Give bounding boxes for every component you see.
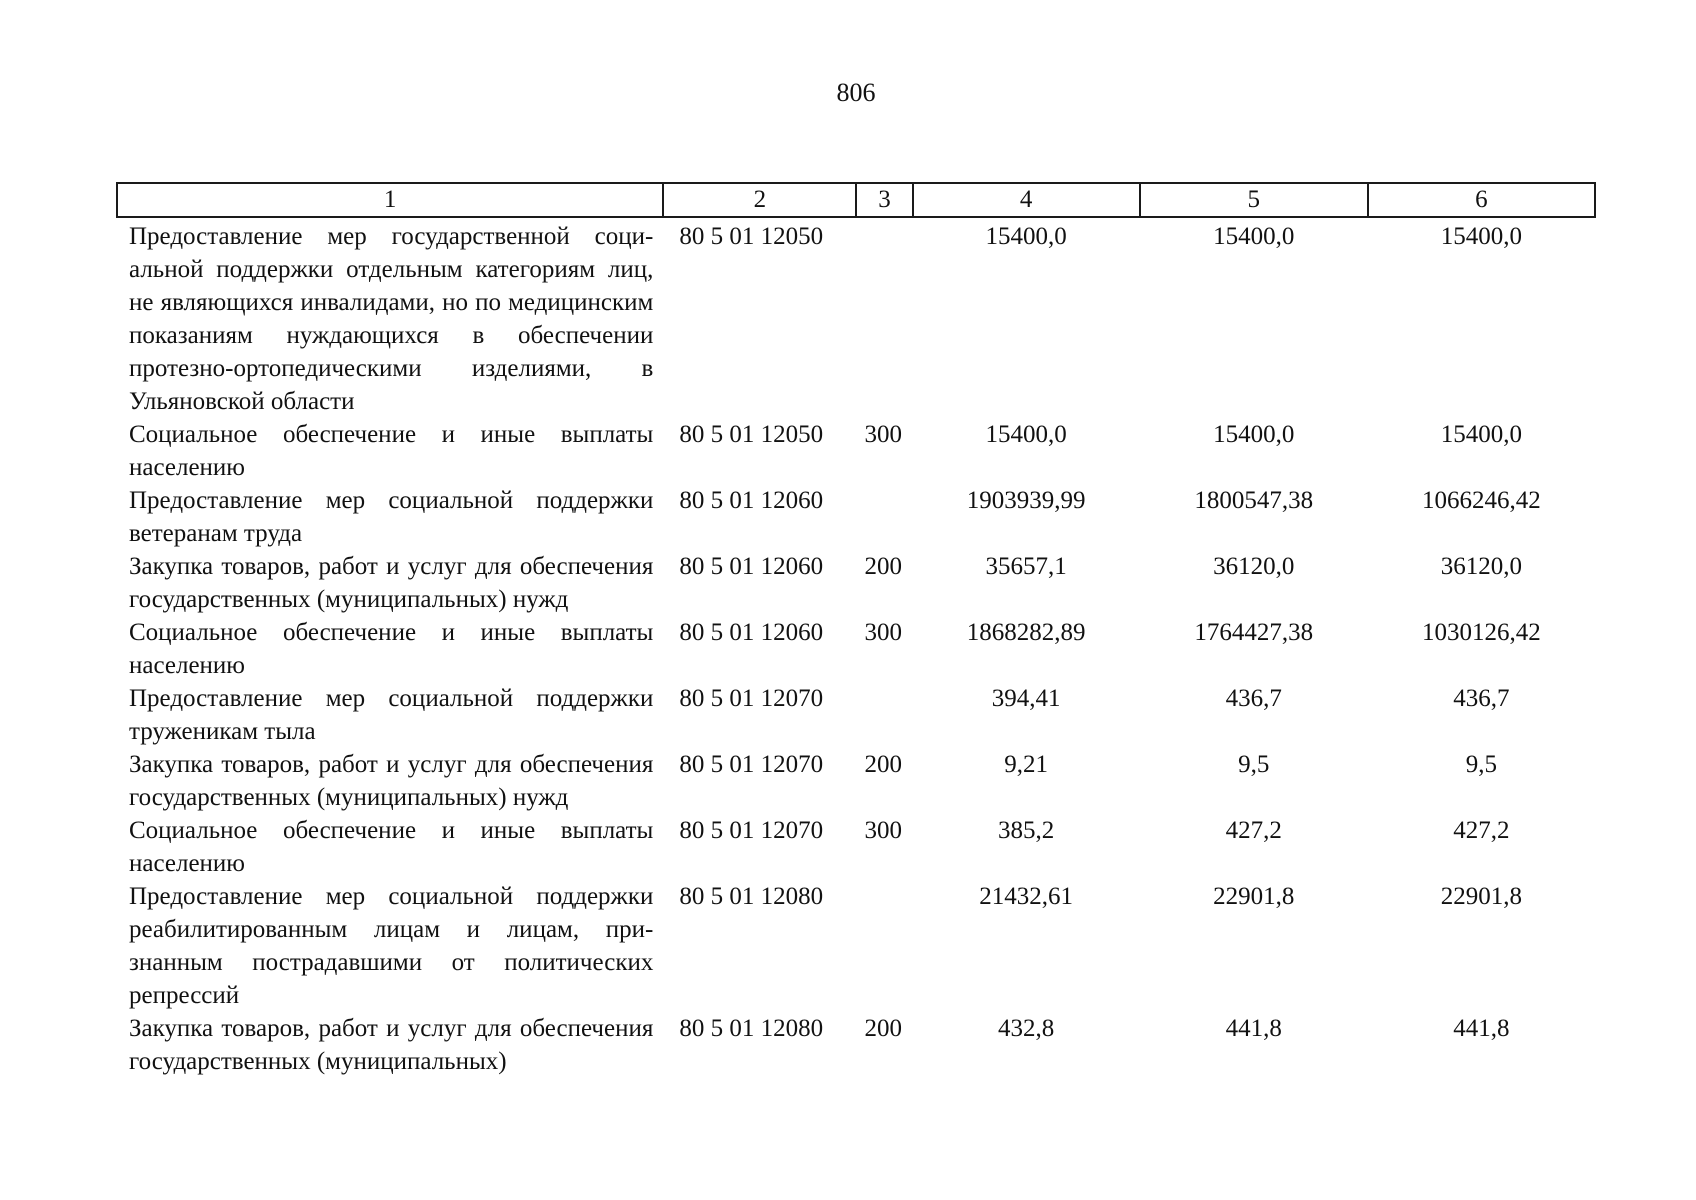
row-value-5: 36120,0 xyxy=(1213,553,1295,580)
row-value-4: 15400,0 xyxy=(985,223,1067,250)
row-description: Социальное обеспечение и иные выплаты населению xyxy=(129,421,654,481)
table-body xyxy=(117,217,1595,1078)
row-description: Предоставление мер государственной социальной поддержки отдельным категориям лиц, не являющихся инвалидами, но по медицинским показаниям нуждающихся в обеспечении протезно-ортопедическими изделиями, в Ульяновской области xyxy=(129,223,654,415)
header-cell-6: 6 xyxy=(1368,183,1595,217)
row-value-5: 15400,0 xyxy=(1213,223,1295,250)
row-expense-type xyxy=(856,484,912,550)
row-value-6: 436,7 xyxy=(1453,685,1510,712)
row-value-4: 35657,1 xyxy=(985,553,1067,580)
row-target-code: 80 5 01 12050 xyxy=(679,421,824,448)
row-value-5: 1764427,38 xyxy=(1194,619,1314,646)
row-value-6: 15400,0 xyxy=(1440,223,1523,250)
header-row xyxy=(117,183,1595,217)
row-target-code: 80 5 01 12070 xyxy=(679,751,824,778)
row-target-code: 80 5 01 12070 xyxy=(679,685,824,712)
header-cell-2: 2 xyxy=(663,183,856,217)
row-target-code: 80 5 01 12080 xyxy=(679,883,824,910)
row-value-4: 385,2 xyxy=(997,817,1055,844)
row-description: Предоставление мер социальной поддержки труженикам тыла xyxy=(129,685,654,745)
row-target-code: 80 5 01 12060 xyxy=(679,553,824,580)
row-value-4: 394,41 xyxy=(991,685,1061,712)
row-description: Предоставление мер социальной поддержки ветеранам труда xyxy=(129,487,654,547)
row-value-5: 22901,8 xyxy=(1213,883,1295,910)
row-value-6: 9,5 xyxy=(1465,751,1498,778)
row-expense-type: 200 xyxy=(864,553,902,580)
row-target-code: 80 5 01 12050 xyxy=(679,223,824,250)
row-value-5: 441,8 xyxy=(1225,1015,1282,1042)
table-row xyxy=(117,616,1595,682)
row-target-code: 80 5 01 12060 xyxy=(679,487,824,514)
row-description: Социальное обеспечение и иные выплаты населению xyxy=(129,619,654,679)
table-row xyxy=(117,418,1595,484)
row-value-4: 1868282,89 xyxy=(966,619,1086,646)
row-expense-type: 300 xyxy=(864,817,902,844)
header-cell-3: 3 xyxy=(856,183,912,217)
row-expense-type xyxy=(856,682,912,748)
row-value-6: 1066246,42 xyxy=(1422,487,1541,514)
row-target-code: 80 5 01 12070 xyxy=(679,817,824,844)
row-description: Закупка товаров, работ и услуг для обеспечения государственных (муниципальных) нужд xyxy=(129,751,654,811)
table-row xyxy=(117,484,1595,550)
row-description: Закупка товаров, работ и услуг для обеспечения государственных (муниципальных) xyxy=(129,1015,654,1075)
header-cell-4: 4 xyxy=(913,183,1140,217)
row-expense-type: 200 xyxy=(864,1015,902,1042)
row-value-5: 427,2 xyxy=(1225,817,1282,844)
row-expense-type: 300 xyxy=(864,421,902,448)
row-value-6: 15400,0 xyxy=(1440,421,1523,448)
row-value-4: 1903939,99 xyxy=(966,487,1086,514)
row-description: Предоставление мер социальной поддержки реабилитированным лицам и лицам, признанным пострадавшими от политических репрессий xyxy=(129,883,654,1009)
table-row xyxy=(117,1012,1595,1078)
table-header xyxy=(117,183,1595,217)
row-value-5: 9,5 xyxy=(1238,751,1270,778)
page-number: 806 xyxy=(836,78,876,107)
header-cell-1: 1 xyxy=(117,183,663,217)
row-value-5: 436,7 xyxy=(1225,685,1282,712)
table-row xyxy=(117,217,1595,418)
row-value-5: 1800547,38 xyxy=(1194,487,1314,514)
table-row xyxy=(117,550,1595,616)
header-cell-5: 5 xyxy=(1140,183,1368,217)
row-value-6: 441,8 xyxy=(1453,1015,1510,1042)
row-value-5: 15400,0 xyxy=(1213,421,1295,448)
row-target-code: 80 5 01 12080 xyxy=(679,1015,824,1042)
row-expense-type: 300 xyxy=(864,619,902,646)
row-value-6: 427,2 xyxy=(1453,817,1510,844)
row-target-code: 80 5 01 12060 xyxy=(679,619,824,646)
row-value-6: 1030126,42 xyxy=(1422,619,1541,646)
row-description: Закупка товаров, работ и услуг для обеспечения государственных (муниципальных) нужд xyxy=(129,553,654,613)
row-value-4: 15400,0 xyxy=(985,421,1067,448)
row-value-4: 9,21 xyxy=(1004,751,1048,778)
table-row xyxy=(117,682,1595,748)
row-expense-type: 200 xyxy=(864,751,902,778)
table-row xyxy=(117,880,1595,1012)
budget-table xyxy=(116,182,1596,1078)
row-value-6: 36120,0 xyxy=(1440,553,1523,580)
table-row xyxy=(117,748,1595,814)
row-expense-type xyxy=(856,217,912,418)
row-description: Социальное обеспечение и иные выплаты населению xyxy=(129,817,654,877)
row-value-4: 21432,61 xyxy=(979,883,1073,910)
row-value-4: 432,8 xyxy=(997,1015,1055,1042)
row-value-6: 22901,8 xyxy=(1440,883,1523,910)
row-expense-type xyxy=(856,880,912,1012)
table-row xyxy=(117,814,1595,880)
